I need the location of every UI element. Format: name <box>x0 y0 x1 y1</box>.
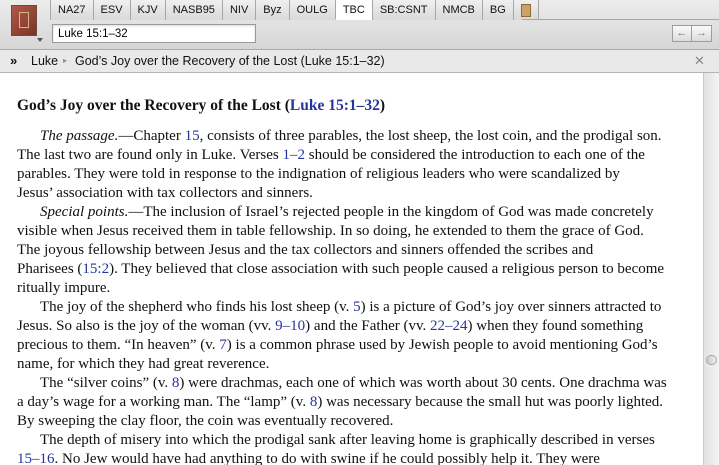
tab-niv[interactable]: NIV <box>222 0 255 20</box>
scripture-reference-link[interactable]: 22–24 <box>430 318 468 334</box>
body-text: By sweeping the clay floor, the coin was eventually recovered. <box>17 413 394 429</box>
body-text: Pharisees ( <box>17 261 83 277</box>
body-text: , consists of three parables, the lost sheep, the lost coin, and the prodigal son. <box>199 128 662 144</box>
library-book-icon[interactable] <box>11 5 37 36</box>
breadcrumb-section-title[interactable]: God’s Joy over the Recovery of the Lost (Luke 15:1–32) <box>75 54 385 68</box>
scripture-reference-link[interactable]: 7 <box>219 337 227 353</box>
tab-byz[interactable]: Byz <box>255 0 288 20</box>
body-text: ) was necessary because the small hut was poorly lighted. <box>317 394 664 410</box>
text-line <box>17 279 695 298</box>
commentary-content <box>0 73 703 465</box>
text-line <box>17 317 695 336</box>
body-text: . No Jew would have had anything to do with swine if he could possibly help it. They were <box>54 451 600 465</box>
text-line <box>17 298 695 317</box>
reference-input[interactable]: Luke 15:1–32 <box>52 24 256 43</box>
body-text: ) when they found something <box>467 318 644 334</box>
section-heading <box>17 96 385 115</box>
section-heading-close: ) <box>379 97 386 114</box>
text-line <box>17 203 695 222</box>
text-line <box>17 222 695 241</box>
tab-strip-divider <box>522 19 719 20</box>
text-line <box>17 241 695 260</box>
tab-esv[interactable]: ESV <box>93 0 130 20</box>
tab-nmcb[interactable]: NMCB <box>435 0 482 20</box>
section-heading-reference-link[interactable]: Luke 15:1–32 <box>289 97 380 114</box>
text-line <box>17 450 695 465</box>
tab-oulg[interactable]: OULG <box>289 0 335 20</box>
chevron-down-icon[interactable] <box>37 38 43 42</box>
text-line <box>17 336 695 355</box>
text-line <box>17 412 695 431</box>
arrow-left-icon[interactable]: ← <box>672 25 692 42</box>
body-text: parables. They were told in response to the indignation of religious leaders who were scandalized by <box>17 166 620 182</box>
body-text: ) and the Father (vv. <box>305 318 430 334</box>
body-text: —Chapter <box>118 128 185 144</box>
body-text: ) is a picture of God’s joy over sinners attracted to <box>360 299 662 315</box>
resource-tabs <box>50 0 539 20</box>
expand-outline-icon[interactable]: » <box>10 53 18 68</box>
resource-toolbar <box>0 0 719 50</box>
scripture-reference-link[interactable]: 15–16 <box>17 451 55 465</box>
text-line <box>17 127 695 146</box>
body-text: The joy of the shepherd who finds his lost sheep (v. <box>40 299 354 315</box>
scripture-reference-link[interactable]: 1–2 <box>282 147 305 163</box>
scripture-reference-link[interactable]: 9–10 <box>275 318 306 334</box>
scripture-reference-link[interactable]: 15:2 <box>82 261 110 277</box>
body-text: ) were drachmas, each one of which was worth about 30 cents. One drachma was <box>179 375 667 391</box>
text-line <box>17 393 695 412</box>
body-text: Jesus’ association with tax collectors and sinners. <box>17 185 313 201</box>
body-text: ) is a common phrase used by Jewish people to avoid mentioning God’s <box>226 337 658 353</box>
body-text: —The inclusion of Israel’s rejected people in the kingdom of God was made concretely <box>128 204 654 220</box>
scripture-reference-link[interactable]: 8 <box>309 394 318 410</box>
section-heading-text: God’s Joy over the Recovery of the Lost ( <box>17 97 290 114</box>
vertical-scrollbar[interactable] <box>703 73 719 465</box>
tab-tbc[interactable]: TBC <box>335 0 372 20</box>
text-line <box>17 184 695 203</box>
scripture-reference-link[interactable]: 8 <box>171 375 180 391</box>
scripture-reference-link[interactable]: 5 <box>353 299 361 315</box>
body-text: ritually impure. <box>17 280 111 296</box>
commentary-body <box>17 127 695 465</box>
body-text: precious to them. “In heaven” (v. <box>17 337 220 353</box>
body-text: The depth of misery into which the prodigal sank after leaving home is graphically described in verses <box>40 432 655 448</box>
tab-na27[interactable]: NA27 <box>50 0 93 20</box>
history-nav <box>672 25 712 42</box>
text-line <box>17 146 695 165</box>
scrollbar-thumb[interactable] <box>706 355 717 365</box>
body-text: The “silver coins” (v. <box>40 375 172 391</box>
text-line <box>17 431 695 450</box>
body-text: The last two are found only in Luke. Verses <box>17 147 283 163</box>
tab-kjv[interactable]: KJV <box>130 0 165 20</box>
arrow-right-icon[interactable]: → <box>692 25 712 42</box>
breadcrumb-separator-icon: ▸ <box>63 56 68 65</box>
bookmark-icon[interactable] <box>513 0 539 20</box>
body-text: a day’s wage for a working man. The “lamp” (v. <box>17 394 310 410</box>
text-line <box>17 374 695 393</box>
tab-bg[interactable]: BG <box>482 0 513 20</box>
body-text: Jesus. So also is the joy of the woman (vv. <box>17 318 276 334</box>
body-text: should be considered the introduction to each one of the <box>305 147 645 163</box>
body-text: visible when Jesus received them in table fellowship. In so doing, he extended to them the grace of God. <box>17 223 644 239</box>
text-line <box>17 165 695 184</box>
tab-sb-csnt[interactable]: SB:CSNT <box>372 0 435 20</box>
breadcrumb <box>0 50 719 73</box>
italic-lead-text: The passage. <box>40 128 119 144</box>
body-text: name, for which they had great reverence. <box>17 356 270 372</box>
body-text: The joyous fellowship between Jesus and the tax collectors and sinners offended the scribes and <box>17 242 594 258</box>
close-icon[interactable]: ✕ <box>694 53 705 68</box>
text-line <box>17 260 695 279</box>
text-line <box>17 355 695 374</box>
scripture-reference-link[interactable]: 15 <box>184 128 200 144</box>
breadcrumb-book[interactable]: Luke <box>31 54 59 68</box>
body-text: ). They believed that close association with such people caused a religious person to become <box>109 261 665 277</box>
tab-nasb95[interactable]: NASB95 <box>165 0 222 20</box>
italic-lead-text: Special points. <box>40 204 129 220</box>
